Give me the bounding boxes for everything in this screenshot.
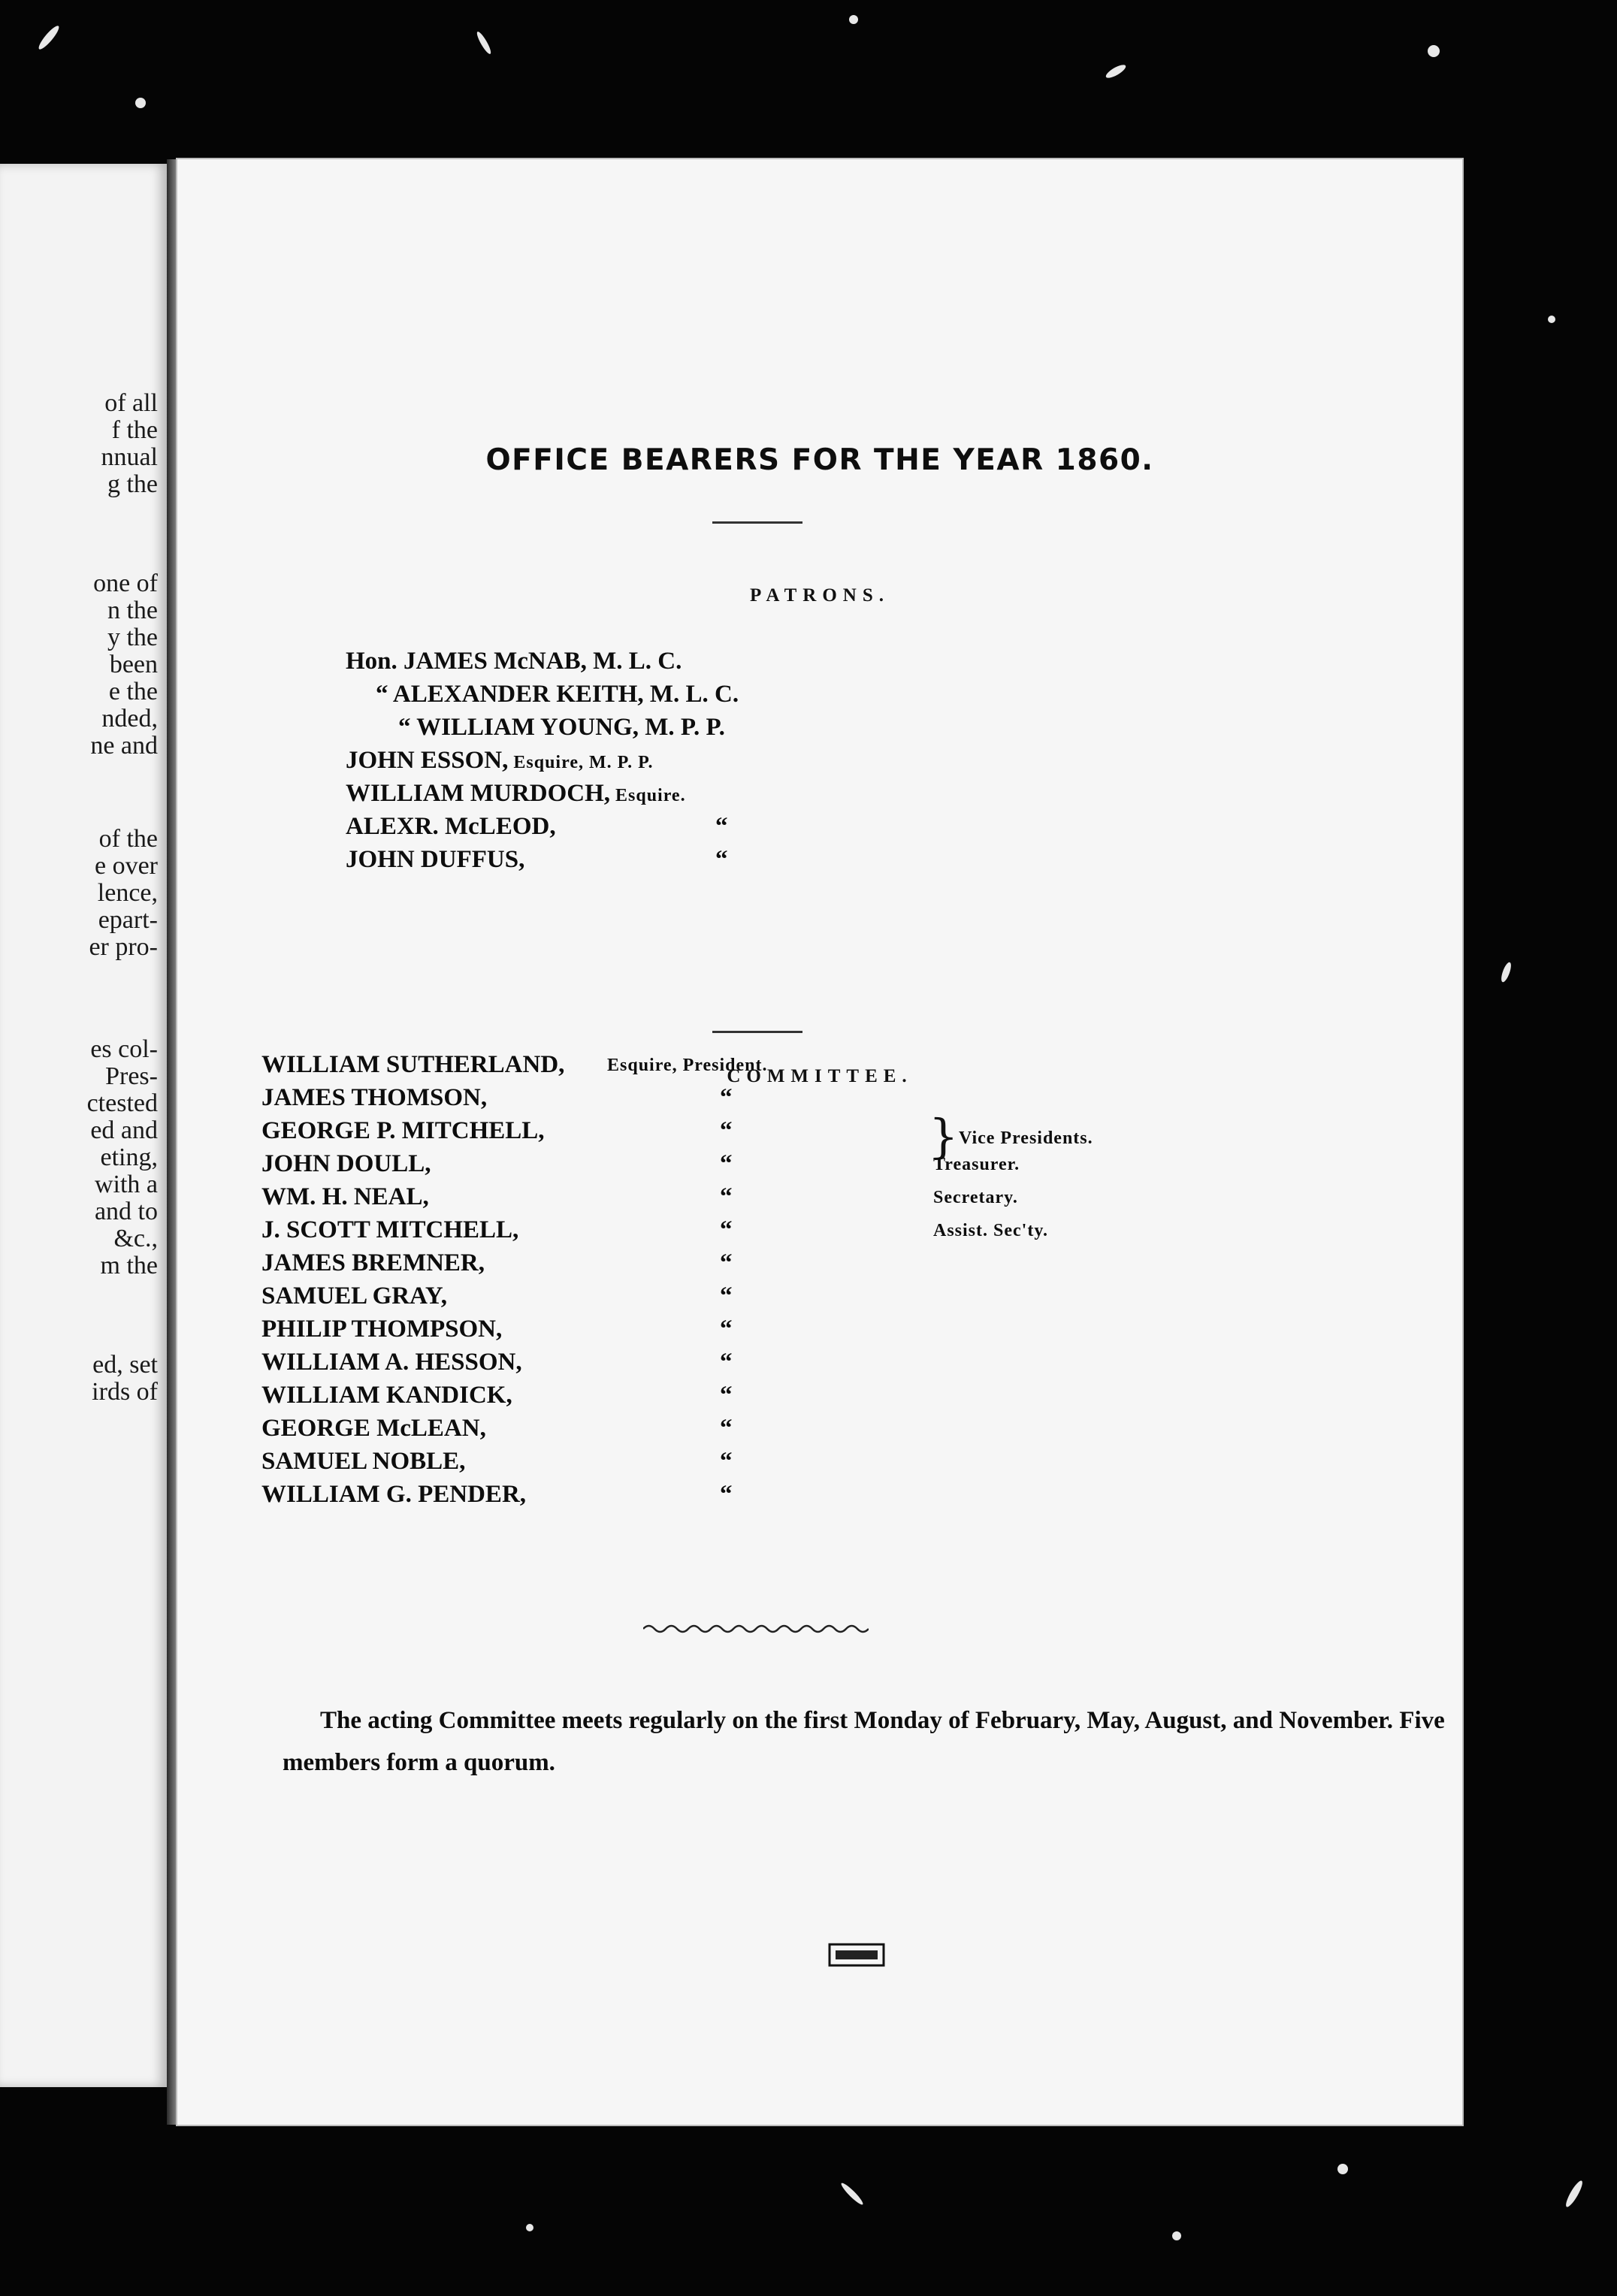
dust-speck (1548, 316, 1555, 323)
president-title: Esquire, President. (607, 1056, 768, 1075)
meeting-note-text: The acting Committee meets regularly on the first Monday of February, May, August, and November. Five members form a quorum. (283, 1707, 1445, 1776)
left-page-fragment: nded, (101, 705, 158, 733)
committee-office: Assist. Sec'ty. (933, 1221, 1048, 1240)
ditto-mark: “ (720, 1349, 733, 1376)
patron-name: Hon. JAMES McNAB, M. L. C. (346, 648, 682, 675)
left-page-fragment: epart- (98, 906, 158, 934)
left-page-fragment: ed and (90, 1116, 158, 1144)
ditto-mark: “ (715, 813, 728, 840)
committee-office: Secretary. (933, 1188, 1018, 1207)
ditto-mark: “ (720, 1415, 733, 1442)
vice-presidents-brace: } (929, 1109, 959, 1164)
patron-name: ALEXR. McLEOD, (346, 813, 556, 840)
left-page-fragment: y the (107, 624, 158, 651)
committee-heading: COMMITTEE. (727, 1066, 913, 1086)
ditto-mark: “ (720, 1117, 733, 1144)
patron-title: Esquire. (610, 786, 686, 805)
committee-member-name: SAMUEL NOBLE, (261, 1448, 466, 1475)
committee-member-name: PHILIP THOMPSON, (261, 1316, 503, 1343)
committee-member-name: J. SCOTT MITCHELL, (261, 1216, 519, 1243)
left-page-fragment: ctested (86, 1089, 158, 1117)
committee-member-name: WILLIAM G. PENDER, (261, 1481, 527, 1508)
ditto-mark: “ (720, 1249, 733, 1276)
dust-speck (475, 30, 493, 55)
left-page-fragment: of the (98, 825, 158, 853)
left-page-fragment: and to (94, 1198, 158, 1225)
left-page-fragment: m the (100, 1252, 158, 1279)
ditto-mark: “ (720, 1084, 733, 1111)
dust-speck (1564, 2179, 1585, 2209)
left-page-fragment: es col- (90, 1035, 158, 1063)
document-page (177, 159, 1462, 2125)
patron-name: “ ALEXANDER KEITH, M. L. C. (376, 681, 739, 708)
dust-speck (135, 98, 146, 108)
vice-presidents-label: Vice Presidents. (959, 1128, 1093, 1148)
patron-name: JOHN ESSON, Esquire, M. P. P. (346, 747, 654, 774)
committee-member-name: JAMES BREMNER, (261, 1249, 485, 1276)
dust-speck (1172, 2231, 1181, 2240)
committee-member-name: GEORGE McLEAN, (261, 1415, 486, 1442)
committee-member-name: JAMES THOMSON, (261, 1084, 488, 1111)
left-page-fragment: e the (108, 678, 158, 705)
left-page-fragment: er pro- (89, 933, 158, 961)
dust-speck (36, 23, 61, 51)
left-page-fragment: f the (111, 416, 158, 444)
title-rule (712, 521, 802, 524)
left-page-fragment: nnual (101, 443, 158, 471)
committee-member-name: WILLIAM A. HESSON, (261, 1349, 522, 1376)
left-page-fragment: ne and (90, 732, 158, 760)
printer-mark-icon (824, 1940, 891, 1970)
left-page-fragment: Pres- (105, 1062, 158, 1090)
left-page-fragment: lence, (97, 879, 158, 907)
committee-member-name: WILLIAM KANDICK, (261, 1382, 512, 1409)
dust-speck (1428, 45, 1440, 57)
left-page-fragment: with a (94, 1171, 158, 1198)
ditto-mark: “ (715, 846, 728, 873)
dust-speck (526, 2224, 533, 2231)
patron-name: WILLIAM MURDOCH, Esquire. (346, 780, 686, 807)
committee-member-name: WM. H. NEAL, (261, 1183, 429, 1210)
wavy-divider (643, 1623, 869, 1635)
left-page-fragment: ed, set (92, 1351, 158, 1379)
dust-speck (839, 2181, 865, 2207)
page-title: OFFICE BEARERS FOR THE YEAR 1860. (485, 443, 1154, 477)
patron-name: JOHN DUFFUS, (346, 846, 525, 873)
left-page-fragment: eting, (100, 1143, 158, 1171)
committee-member-name: JOHN DOULL, (261, 1150, 431, 1177)
ditto-mark: “ (720, 1183, 733, 1210)
ditto-mark: “ (720, 1282, 733, 1310)
meeting-note (283, 1699, 1455, 1784)
committee-member-name: GEORGE P. MITCHELL, (261, 1117, 545, 1144)
page-gutter (167, 159, 177, 2125)
committee-member-name: SAMUEL GRAY, (261, 1282, 447, 1310)
left-page-fragment: one of (93, 569, 158, 597)
committee-member-name: WILLIAM SUTHERLAND, (261, 1051, 565, 1078)
section-rule (712, 1031, 802, 1033)
left-page-fragment: n the (107, 597, 158, 624)
ditto-mark: “ (720, 1481, 733, 1508)
ditto-mark: “ (720, 1382, 733, 1409)
left-page-edge (0, 164, 167, 2087)
dust-speck (1105, 62, 1128, 80)
dust-speck (1337, 2164, 1348, 2174)
ditto-mark: “ (720, 1150, 733, 1177)
dust-speck (849, 15, 858, 24)
ditto-mark: “ (720, 1316, 733, 1343)
ditto-mark: “ (720, 1216, 733, 1243)
patron-name: “ WILLIAM YOUNG, M. P. P. (398, 714, 725, 741)
left-page-fragment: e over (94, 852, 158, 880)
patron-title: Esquire, M. P. P. (508, 753, 654, 772)
left-page-fragment: &c., (113, 1225, 158, 1252)
committee-office: Treasurer. (933, 1155, 1020, 1174)
left-page-fragment: been (109, 651, 158, 678)
left-page-fragment: of all (104, 389, 158, 417)
dust-speck (1499, 961, 1513, 983)
left-page-fragment: irds of (92, 1378, 158, 1406)
ditto-mark: “ (720, 1448, 733, 1475)
patrons-heading: PATRONS. (750, 585, 890, 606)
left-page-fragment: g the (107, 470, 158, 498)
